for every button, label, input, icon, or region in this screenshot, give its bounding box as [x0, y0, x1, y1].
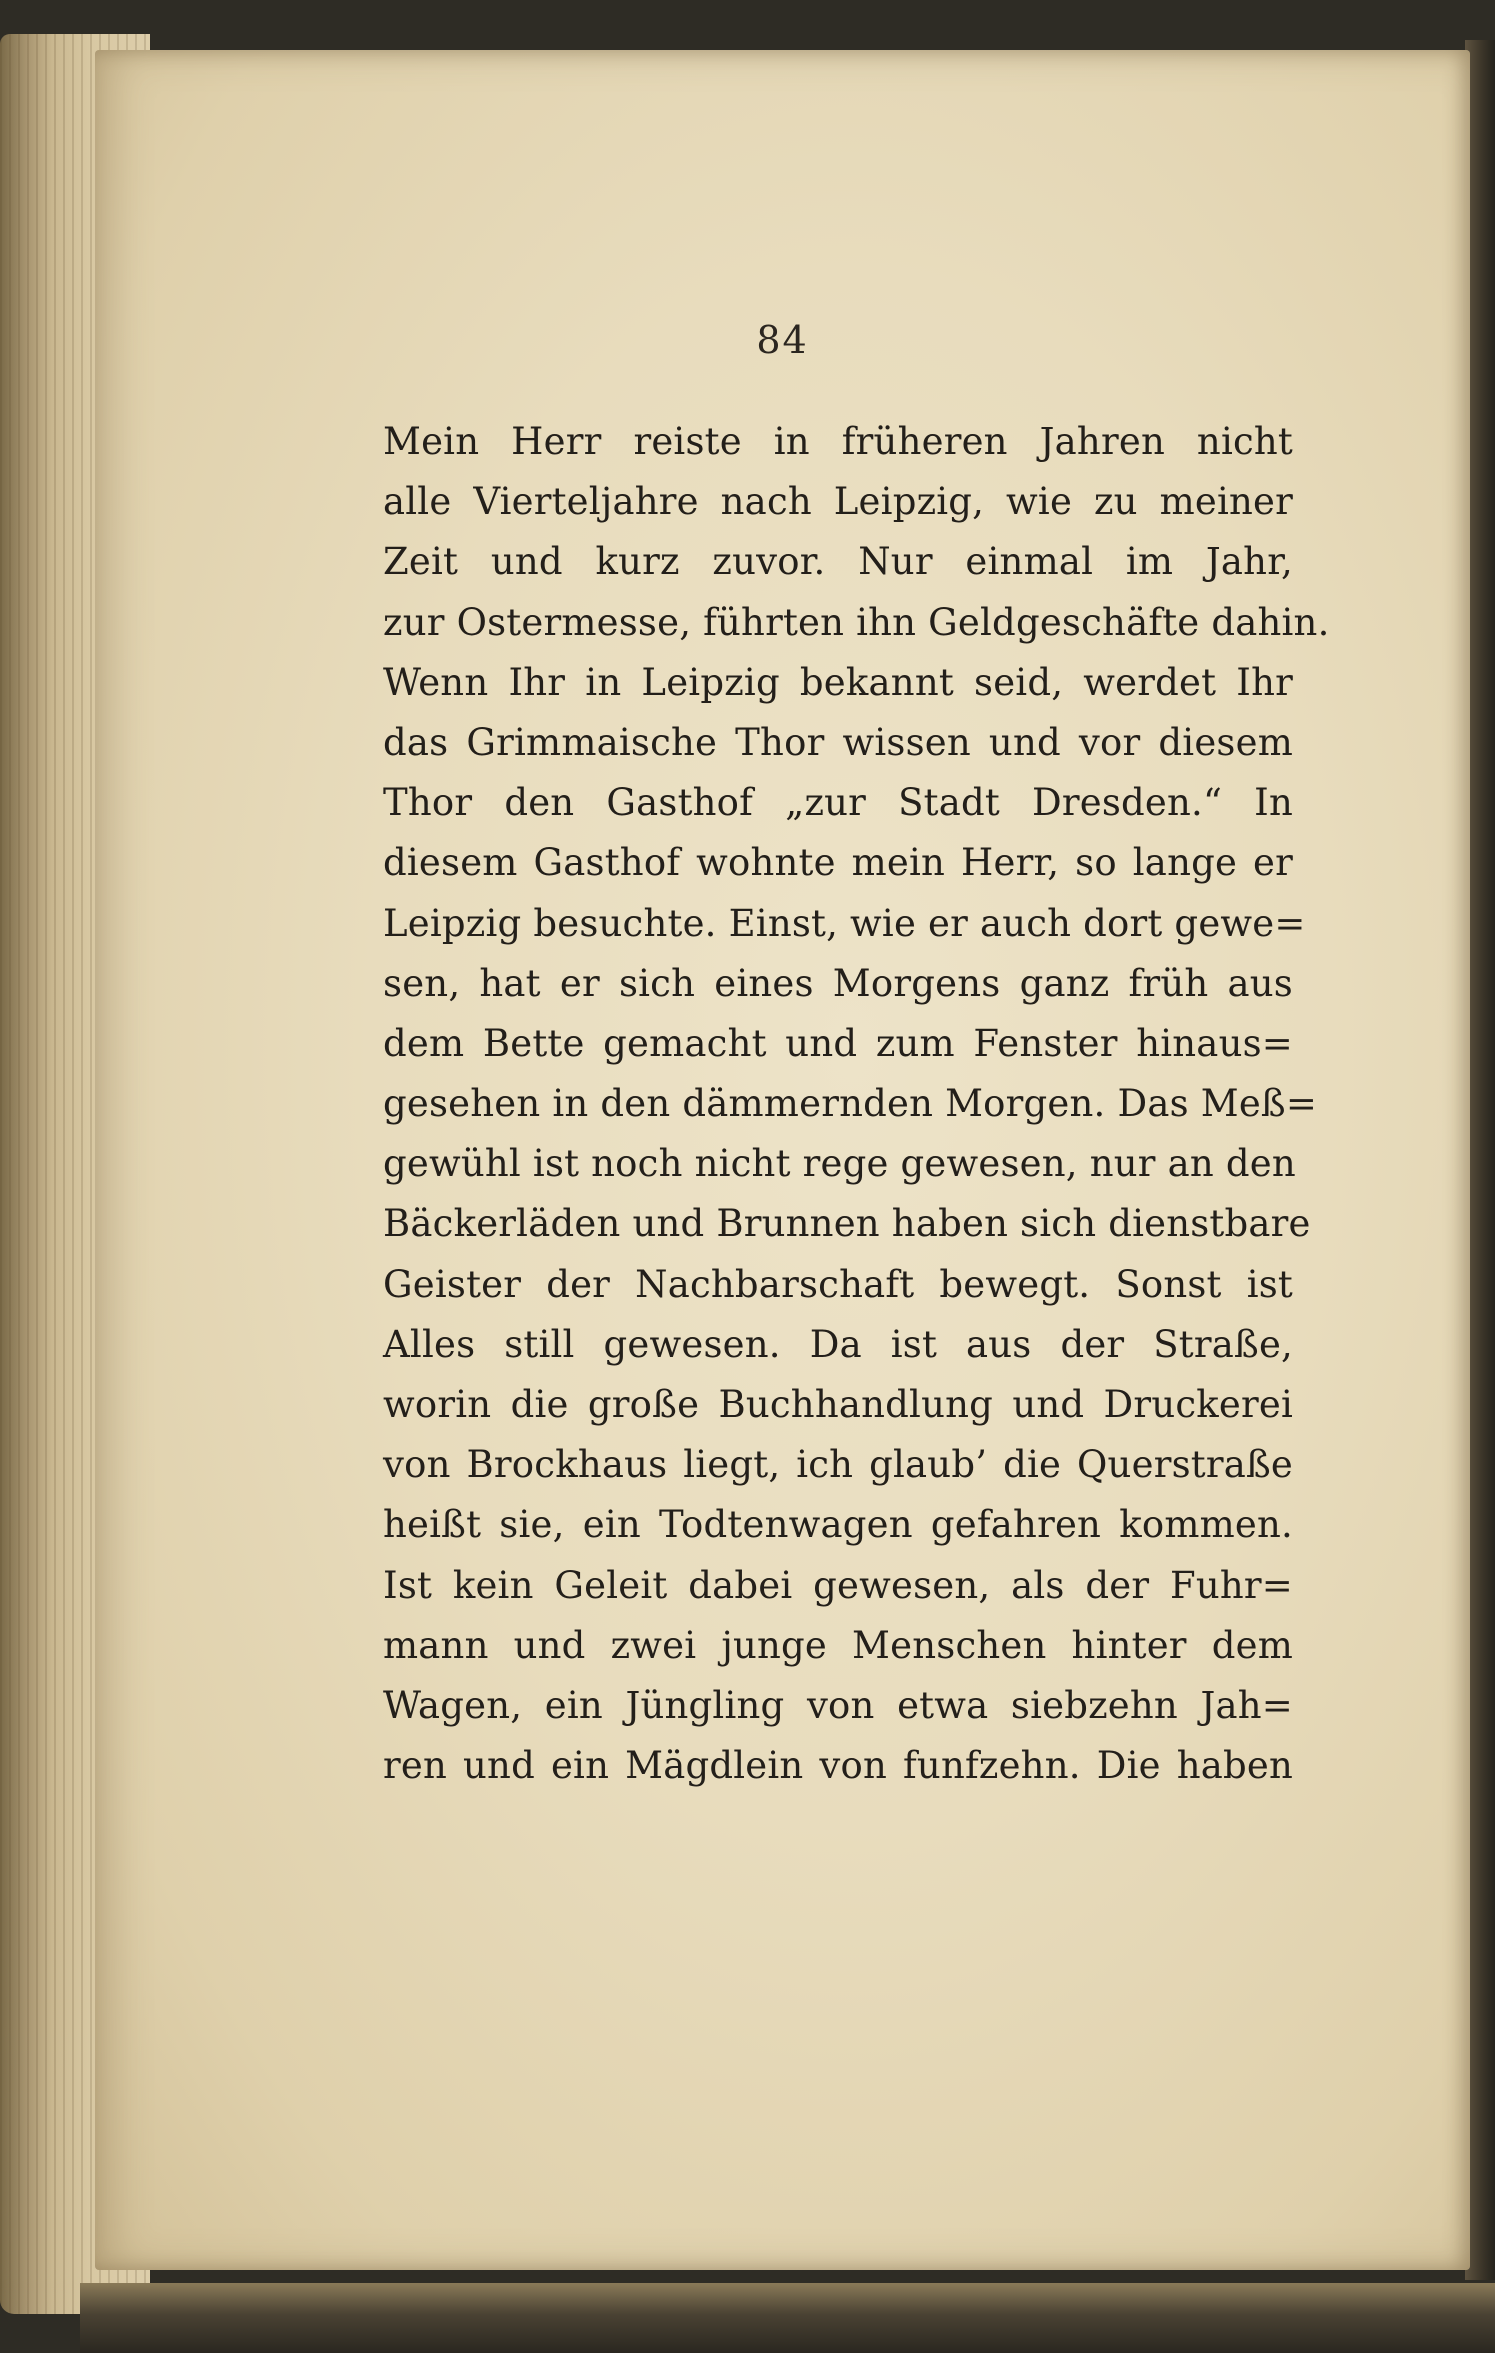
text-line: diesem Gasthof wohnte mein Herr, so lange er: [383, 841, 1293, 885]
text-line: worin die große Buchhandlung und Druckerei: [383, 1383, 1293, 1426]
text-line: mann und zwei junge Menschen hinter dem: [383, 1623, 1293, 1667]
text-line: Ist kein Geleit dabei gewesen, als der Fuhr=: [383, 1563, 1293, 1607]
text-line: Leipzig besuchte. Einst, wie er auch dort gewe=: [383, 901, 1306, 945]
text-line: Wenn Ihr in Leipzig bekannt seid, werdet Ihr: [383, 660, 1293, 704]
text-line: zur Ostermesse, führten ihn Geldgeschäfte dahin.: [383, 600, 1330, 644]
book-cover-bottom-edge: [80, 2283, 1495, 2353]
text-line: von Brockhaus liegt, ich glaub’ die Querstraße: [383, 1443, 1293, 1487]
text-line: Thor den Gasthof „zur Stadt Dresden.“ In: [383, 781, 1293, 825]
text-line: ren und ein Mägdlein von funfzehn. Die haben: [383, 1744, 1293, 1788]
text-line: Wagen, ein Jüngling von etwa siebzehn Jah=: [383, 1683, 1293, 1727]
text-line: heißt sie, ein Todtenwagen gefahren kommen.: [383, 1503, 1293, 1547]
text-line: alle Vierteljahre nach Leipzig, wie zu meiner: [383, 480, 1293, 524]
text-line: Geister der Nachbarschaft bewegt. Sonst ist: [383, 1262, 1293, 1306]
text-line: Bäckerläden und Brunnen haben sich dienstbare: [383, 1202, 1311, 1246]
text-line: gewühl ist noch nicht rege gewesen, nur an den: [383, 1142, 1296, 1186]
text-line: dem Bette gemacht und zum Fenster hinaus=: [383, 1021, 1293, 1065]
body-text: [383, 412, 1330, 1796]
text-line: Zeit und kurz zuvor. Nur einmal im Jahr,: [383, 540, 1293, 584]
text-line: Alles still gewesen. Da ist aus der Straße,: [383, 1322, 1293, 1366]
page-number: 84: [756, 318, 809, 362]
text-line: gesehen in den dämmernden Morgen. Das Meß=: [383, 1082, 1318, 1126]
text-line: das Grimmaische Thor wissen und vor diesem: [383, 720, 1293, 764]
text-line: sen, hat er sich eines Morgens ganz früh aus: [383, 961, 1293, 1005]
text-line: Mein Herr reiste in früheren Jahren nicht: [383, 420, 1293, 463]
